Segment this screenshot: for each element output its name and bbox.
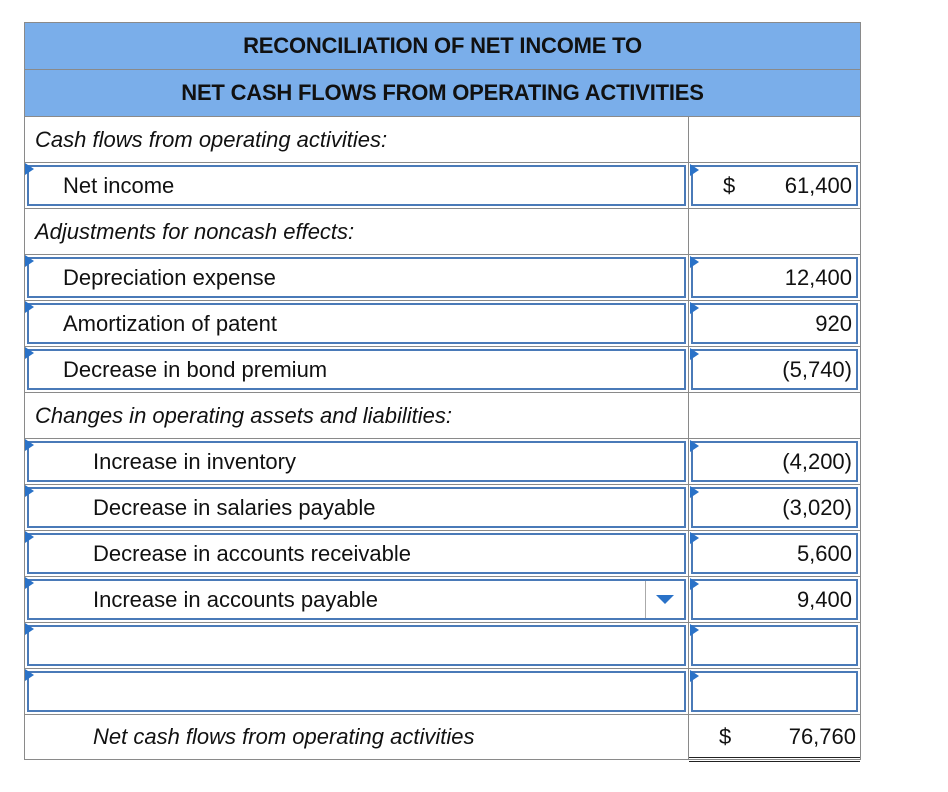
double-underline	[689, 757, 860, 762]
input-marker-icon	[25, 485, 34, 497]
amount-input-salaries[interactable]: (3,020)	[691, 487, 858, 528]
input-marker-icon	[690, 670, 699, 682]
input-marker-icon	[25, 301, 34, 313]
input-marker-icon	[690, 302, 699, 314]
label-input-depreciation[interactable]: Depreciation expense	[27, 257, 686, 298]
amount-input-inventory[interactable]: (4,200)	[691, 441, 858, 482]
chevron-down-icon	[656, 595, 674, 604]
table-row	[24, 438, 861, 484]
label-input-salaries[interactable]: Decrease in salaries payable	[27, 487, 686, 528]
input-marker-icon	[690, 578, 699, 590]
input-marker-icon	[690, 256, 699, 268]
input-marker-icon	[690, 348, 699, 360]
input-marker-icon	[690, 532, 699, 544]
amount-input-net-income[interactable]: $ 61,400	[691, 165, 858, 206]
input-marker-icon	[690, 440, 699, 452]
input-marker-icon	[690, 624, 699, 636]
section-adjustments-label: Adjustments for noncash effects:	[35, 218, 355, 244]
input-marker-icon	[25, 347, 34, 359]
input-marker-icon	[690, 486, 699, 498]
section-changes-row	[24, 392, 861, 438]
table-row	[24, 346, 861, 392]
amount-input-blank-1[interactable]	[691, 625, 858, 666]
label-input-bond-premium[interactable]: Decrease in bond premium	[27, 349, 686, 390]
currency-symbol: $	[719, 724, 732, 749]
table-row	[24, 162, 861, 208]
input-marker-icon	[25, 669, 34, 681]
amount-input-blank-2[interactable]	[691, 671, 858, 712]
title-line-1: RECONCILIATION OF NET INCOME TO	[24, 22, 861, 69]
table-row	[24, 576, 861, 622]
table-row	[24, 668, 861, 714]
section-changes-label: Changes in operating assets and liabilities:	[35, 402, 453, 428]
currency-symbol: $	[723, 172, 736, 198]
label-input-blank-2[interactable]	[27, 671, 686, 712]
dropdown-button[interactable]	[645, 581, 684, 618]
section-operating-label: Cash flows from operating activities:	[35, 126, 388, 152]
amount-input-depreciation[interactable]: 12,400	[691, 257, 858, 298]
total-row	[24, 714, 861, 760]
table-row	[24, 530, 861, 576]
input-marker-icon	[690, 164, 699, 176]
amount-input-bond-premium[interactable]: (5,740)	[691, 349, 858, 390]
label-input-inventory[interactable]: Increase in inventory	[27, 441, 686, 482]
amount-input-receivable[interactable]: 5,600	[691, 533, 858, 574]
input-marker-icon	[25, 531, 34, 543]
table-row	[24, 484, 861, 530]
reconciliation-table	[24, 22, 861, 760]
input-marker-icon	[25, 623, 34, 635]
label-input-amortization[interactable]: Amortization of patent	[27, 303, 686, 344]
title-line-2: NET CASH FLOWS FROM OPERATING ACTIVITIES	[24, 69, 861, 116]
section-operating-row	[24, 116, 861, 162]
table-row	[24, 300, 861, 346]
total-value: 76,760	[788, 724, 856, 749]
amount-input-amortization[interactable]: 920	[691, 303, 858, 344]
input-marker-icon	[25, 255, 34, 267]
input-marker-icon	[25, 577, 34, 589]
input-marker-icon	[25, 439, 34, 451]
table-row	[24, 254, 861, 300]
total-label: Net cash flows from operating activities	[93, 724, 475, 749]
label-input-blank-1[interactable]	[27, 625, 686, 666]
label-select-payable[interactable]: Increase in accounts payable	[27, 579, 686, 620]
amount-input-payable[interactable]: 9,400	[691, 579, 858, 620]
table-row	[24, 622, 861, 668]
label-input-net-income[interactable]: Net income	[27, 165, 686, 206]
input-marker-icon	[25, 163, 34, 175]
label-input-receivable[interactable]: Decrease in accounts receivable	[27, 533, 686, 574]
section-adjustments-row	[24, 208, 861, 254]
